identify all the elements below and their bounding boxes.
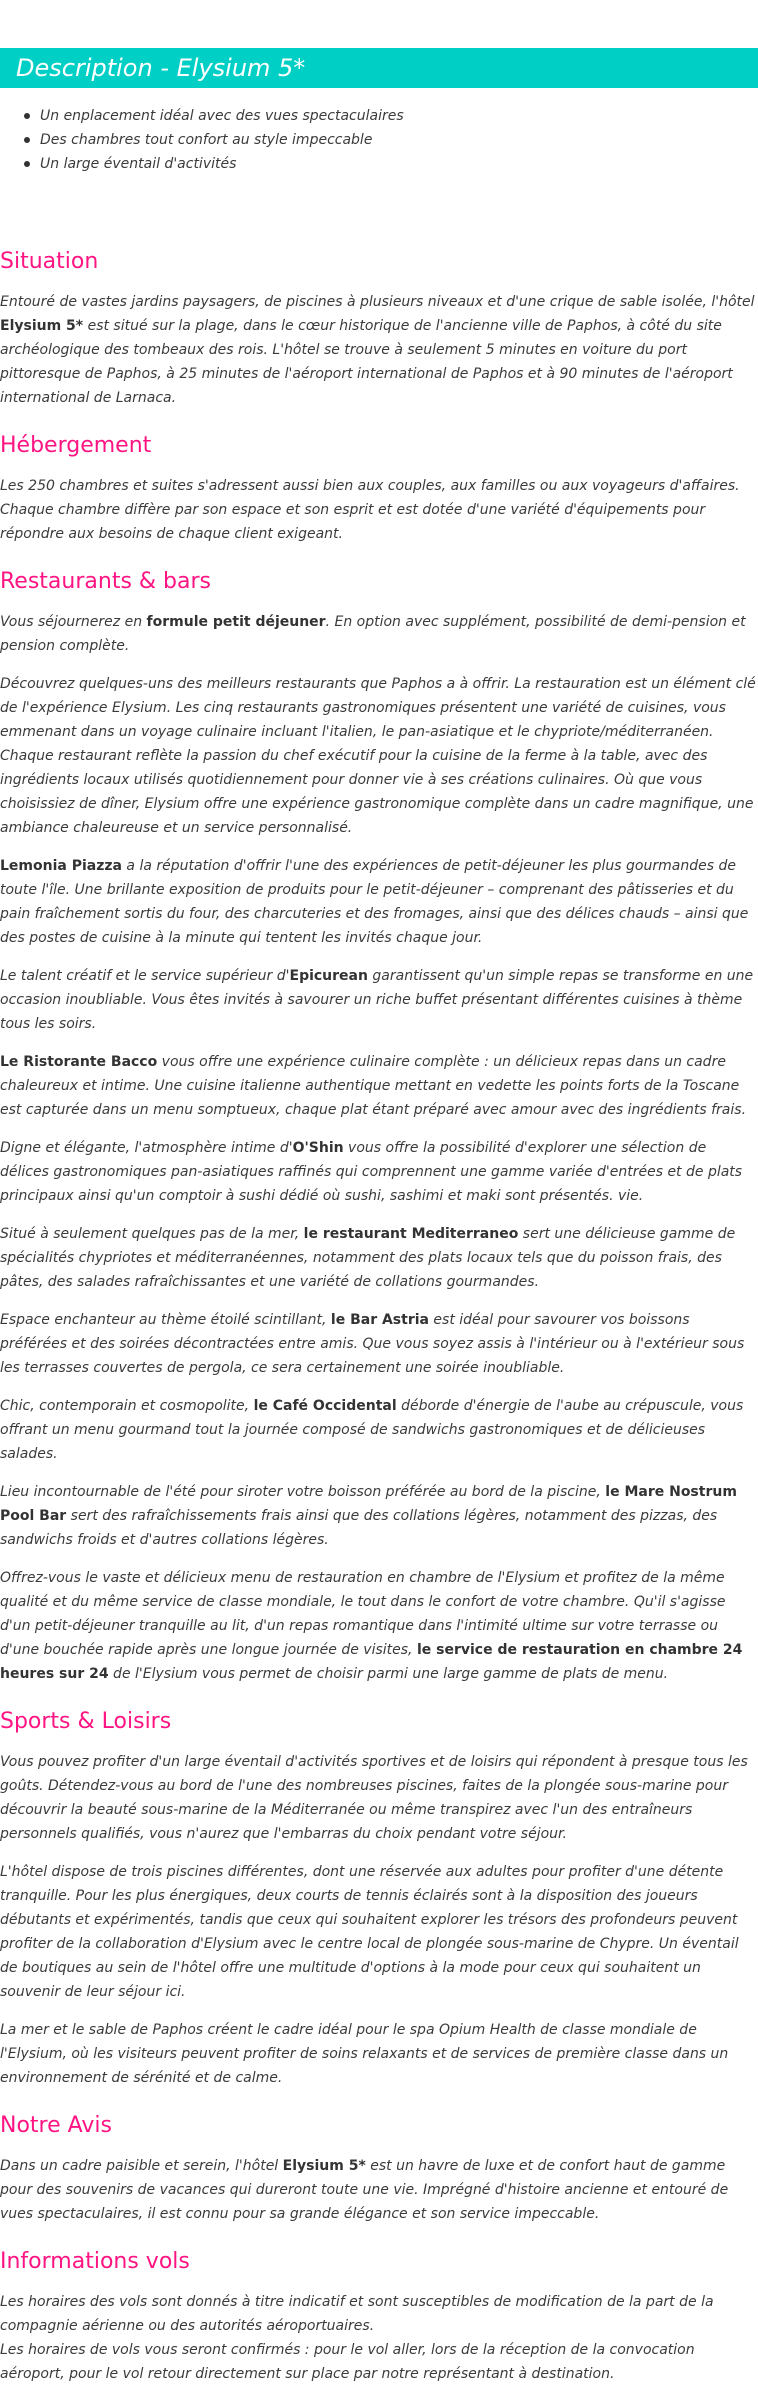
section-restaurants xyxy=(0,568,756,1686)
text-run: L'hôtel dispose de trois piscines différentes, dont une réservée aux adultes pour profiter d'une détente tranquille. Pour les plus énergiques, deux courts de tennis éclairés sont à la disposition des joueurs débutants et expérimentés, tandis que ceux qui souhaitent explorer les trésors des profondeurs peuvent profiter de la collaboration d'Elysium avec le centre local de plongée sous-marine de Chypre. Un éventail de boutiques au sein de l'hôtel offre une multitude d'options à la mode pour ceux qui souhaitent un souvenir de leur séjour ici. xyxy=(0,1864,739,2000)
text-run: Dans un cadre paisible et serein, l'hôtel xyxy=(0,2158,283,2174)
text-run: Chic, contemporain et cosmopolite, xyxy=(0,1398,254,1414)
text-run: sert des rafraîchissements frais ainsi que des collations légères, notamment des pizzas, des sandwichs froids et d'autres collations légères. xyxy=(0,1508,718,1548)
section-hebergement xyxy=(0,432,756,546)
bold-text: Lemonia Piazza xyxy=(0,858,122,874)
text-run: Lieu incontournable de l'été pour siroter votre boisson préférée au bord de la piscine, xyxy=(0,1484,606,1500)
section-title: Notre Avis xyxy=(0,2113,112,2138)
text-run: Le talent créatif et le service supérieur d' xyxy=(0,968,290,984)
page-title: Description - Elysium 5* xyxy=(0,48,758,88)
section-avis xyxy=(0,2112,756,2226)
section-sports xyxy=(0,1708,756,2090)
text-run: est idéal pour savourer vos boissons préférées et des soirées décontractées entre amis. Que vous soyez assis à l'intérieur ou à l'extérieur sous les terrasses couvertes de pergola, ce sera certainement une soirée inoubliable. xyxy=(0,1312,745,1376)
paragraph xyxy=(0,1480,756,1552)
content xyxy=(0,248,758,2386)
highlights-list xyxy=(0,104,758,176)
paragraph xyxy=(0,854,756,950)
bold-text: le restaurant Mediterraneo xyxy=(303,1226,519,1242)
section-title: Informations vols xyxy=(0,2249,190,2274)
text-run: Découvrez quelques-uns des meilleurs restaurants que Paphos a à offrir. La restauration est un élément clé de l'expérience Elysium. Les cinq restaurants gastronomiques présentent une variété de cuisines, vous emmenant dans un voyage culinaire incluant l'italien, le pan-asiatique et le chypriote/méditerranéen. Chaque restaurant reflète la passion du chef exécutif pour la cuisine de la ferme à la table, avec des ingrédients locaux utilisés quotidiennement pour donner vie à ses créations culinaires. Où que vous choisissiez de dîner, Elysium offre une expérience gastronomique complète dans un cadre magnifique, une ambiance chaleureuse et un service personnalisé. xyxy=(0,676,756,836)
text-run: Entouré de vastes jardins paysagers, de piscines à plusieurs niveaux et d'une crique de sable isolée, l'hôtel xyxy=(0,294,755,310)
bold-text: Elysium 5* xyxy=(282,2158,366,2174)
paragraph xyxy=(0,2290,756,2386)
bold-text: le Café Occidental xyxy=(253,1398,397,1414)
bold-text: O'Shin xyxy=(292,1140,344,1156)
paragraph xyxy=(0,290,756,410)
list-item: Un enplacement idéal avec des vues spectaculaires xyxy=(22,104,758,128)
section-situation xyxy=(0,248,756,410)
text-run: garantissent qu'un simple repas se transforme en une occasion inoubliable. Vous êtes invités à savourer un riche buffet présentant différentes cuisines à thème tous les soirs. xyxy=(0,968,754,1032)
paragraph xyxy=(0,610,756,658)
section-title: Sports & Loisirs xyxy=(0,1709,172,1734)
paragraph xyxy=(0,1222,756,1294)
paragraph xyxy=(0,2154,756,2226)
section-vols xyxy=(0,2248,756,2386)
text-run: Digne et élégante, l'atmosphère intime d' xyxy=(0,1140,293,1156)
bold-text: le service de restauration en chambre 24 heures sur 24 xyxy=(0,1642,743,1682)
text-run: . En option avec supplément, possibilité de demi-pension et pension complète. xyxy=(0,614,746,654)
text-run: de l'Elysium vous permet de choisir parmi une large gamme de plats de menu. xyxy=(108,1666,669,1682)
bold-text: Epicurean xyxy=(289,968,368,984)
bold-text: formule petit déjeuner xyxy=(146,614,326,630)
bold-text: le Bar Astria xyxy=(330,1312,429,1328)
paragraph xyxy=(0,474,756,546)
paragraph xyxy=(0,672,756,840)
text-run: est situé sur la plage, dans le cœur historique de l'ancienne ville de Paphos, à côté du site archéologique des tombeaux des rois. L'hôtel se trouve à seulement 5 minutes en voiture du port pittoresque de Paphos, à 25 minutes de l'aéroport international de Paphos et à 90 minutes de l'aéroport international de Larnaca. xyxy=(0,318,733,406)
bold-text: Elysium 5* xyxy=(0,318,84,334)
text-run: vous offre la possibilité d'explorer une sélection de délices gastronomiques pan-asiatiques raffinés qui comprennent une gamme variée d'entrées et de plats principaux ainsi qu'un comptoir à sushi dédié où sushi, sashimi et maki sont présentés. vie. xyxy=(0,1140,743,1204)
text-run: Vous séjournerez en xyxy=(0,614,147,630)
text-run: Offrez-vous le vaste et délicieux menu de restauration en chambre de l'Elysium et profitez de la même qualité et du même service de classe mondiale, le tout dans le confort de votre chambre. Qu'il s'agisse d'un petit-déjeuner tranquille au lit, d'un repas romantique dans l'intimité ultime sur votre terrasse ou d'une bouchée rapide après une longue journée de visites, xyxy=(0,1570,726,1658)
section-title: Restaurants & bars xyxy=(0,569,211,594)
paragraph xyxy=(0,964,756,1036)
bold-text: le Mare Nostrum Pool Bar xyxy=(0,1484,737,1524)
paragraph xyxy=(0,2018,756,2090)
paragraph xyxy=(0,1750,756,1846)
paragraph xyxy=(0,1050,756,1122)
list-item: Un large éventail d'activités xyxy=(22,152,758,176)
paragraph xyxy=(0,1136,756,1208)
paragraph xyxy=(0,1860,756,2004)
section-title: Hébergement xyxy=(0,433,152,458)
section-title: Situation xyxy=(0,249,99,274)
paragraph xyxy=(0,1566,756,1686)
bold-text: Le Ristorante Bacco xyxy=(0,1054,158,1070)
text-run: Situé à seulement quelques pas de la mer, xyxy=(0,1226,304,1242)
text-run: Vous pouvez profiter d'un large éventail d'activités sportives et de loisirs qui répondent à presque tous les goûts. Détendez-vous au bord de l'une des nombreuses piscines, faites de la plongée sous-marine pour découvrir la beauté sous-marine de la Méditerranée ou même transpirez avec l'un des entraîneurs personnels qualifiés, vous n'aurez que l'embarras du choix pendant votre séjour. xyxy=(0,1754,748,1842)
text-run: Espace enchanteur au thème étoilé scintillant, xyxy=(0,1312,331,1328)
text-run: déborde d'énergie de l'aube au crépuscule, vous offrant un menu gourmand tout la journée composé de sandwichs gastronomiques et de délicieuses salades. xyxy=(0,1398,744,1462)
text-run: Les horaires des vols sont donnés à titre indicatif et sont susceptibles de modification de la part de la compagnie aérienne ou des autorités aéroportuaires. xyxy=(0,2294,714,2334)
text-run: sert une délicieuse gamme de spécialités chypriotes et méditerranéennes, notamment des plats locaux tels que du poisson frais, des pâtes, des salades rafraîchissantes et une variété de collations gourmandes. xyxy=(0,1226,736,1290)
text-run: a la réputation d'offrir l'une des expériences de petit-déjeuner les plus gourmandes de toute l'île. Une brillante exposition de produits pour le petit-déjeuner – comprenant des pâtisseries et du pain fraîchement sortis du four, des charcuteries et des fromages, ainsi que des délices chauds – ainsi que des postes de cuisine à la minute qui tentent les invités chaque jour. xyxy=(0,858,749,946)
text-run: est un havre de luxe et de confort haut de gamme pour des souvenirs de vacances qui dureront toute une vie. Imprégné d'histoire ancienne et entouré de vues spectaculaires, il est connu pour sa grande élégance et son service impeccable. xyxy=(0,2158,729,2222)
text-run: La mer et le sable de Paphos créent le cadre idéal pour le spa Opium Health de classe mondiale de l'Elysium, où les visiteurs peuvent profiter de soins relaxants et de services de première classe dans un environnement de sérénité et de calme. xyxy=(0,2022,729,2086)
text-run: Les 250 chambres et suites s'adressent aussi bien aux couples, aux familles ou aux voyageurs d'affaires. Chaque chambre diffère par son espace et son esprit et est dotée d'une variété d'équipements pour répondre aux besoins de chaque client exigeant. xyxy=(0,478,740,542)
text-run: vous offre une expérience culinaire complète : un délicieux repas dans un cadre chaleureux et intime. Une cuisine italienne authentique mettant en vedette les points forts de la Toscane est capturée dans un menu somptueux, chaque plat étant préparé avec amour avec des ingrédients frais. xyxy=(0,1054,747,1118)
text-run: Les horaires de vols vous seront confirmés : pour le vol aller, lors de la réception de la convocation aéroport, pour le vol retour directement sur place par notre représentant à destination. xyxy=(0,2342,695,2382)
list-item: Des chambres tout confort au style impeccable xyxy=(22,128,758,152)
paragraph xyxy=(0,1394,756,1466)
paragraph xyxy=(0,1308,756,1380)
